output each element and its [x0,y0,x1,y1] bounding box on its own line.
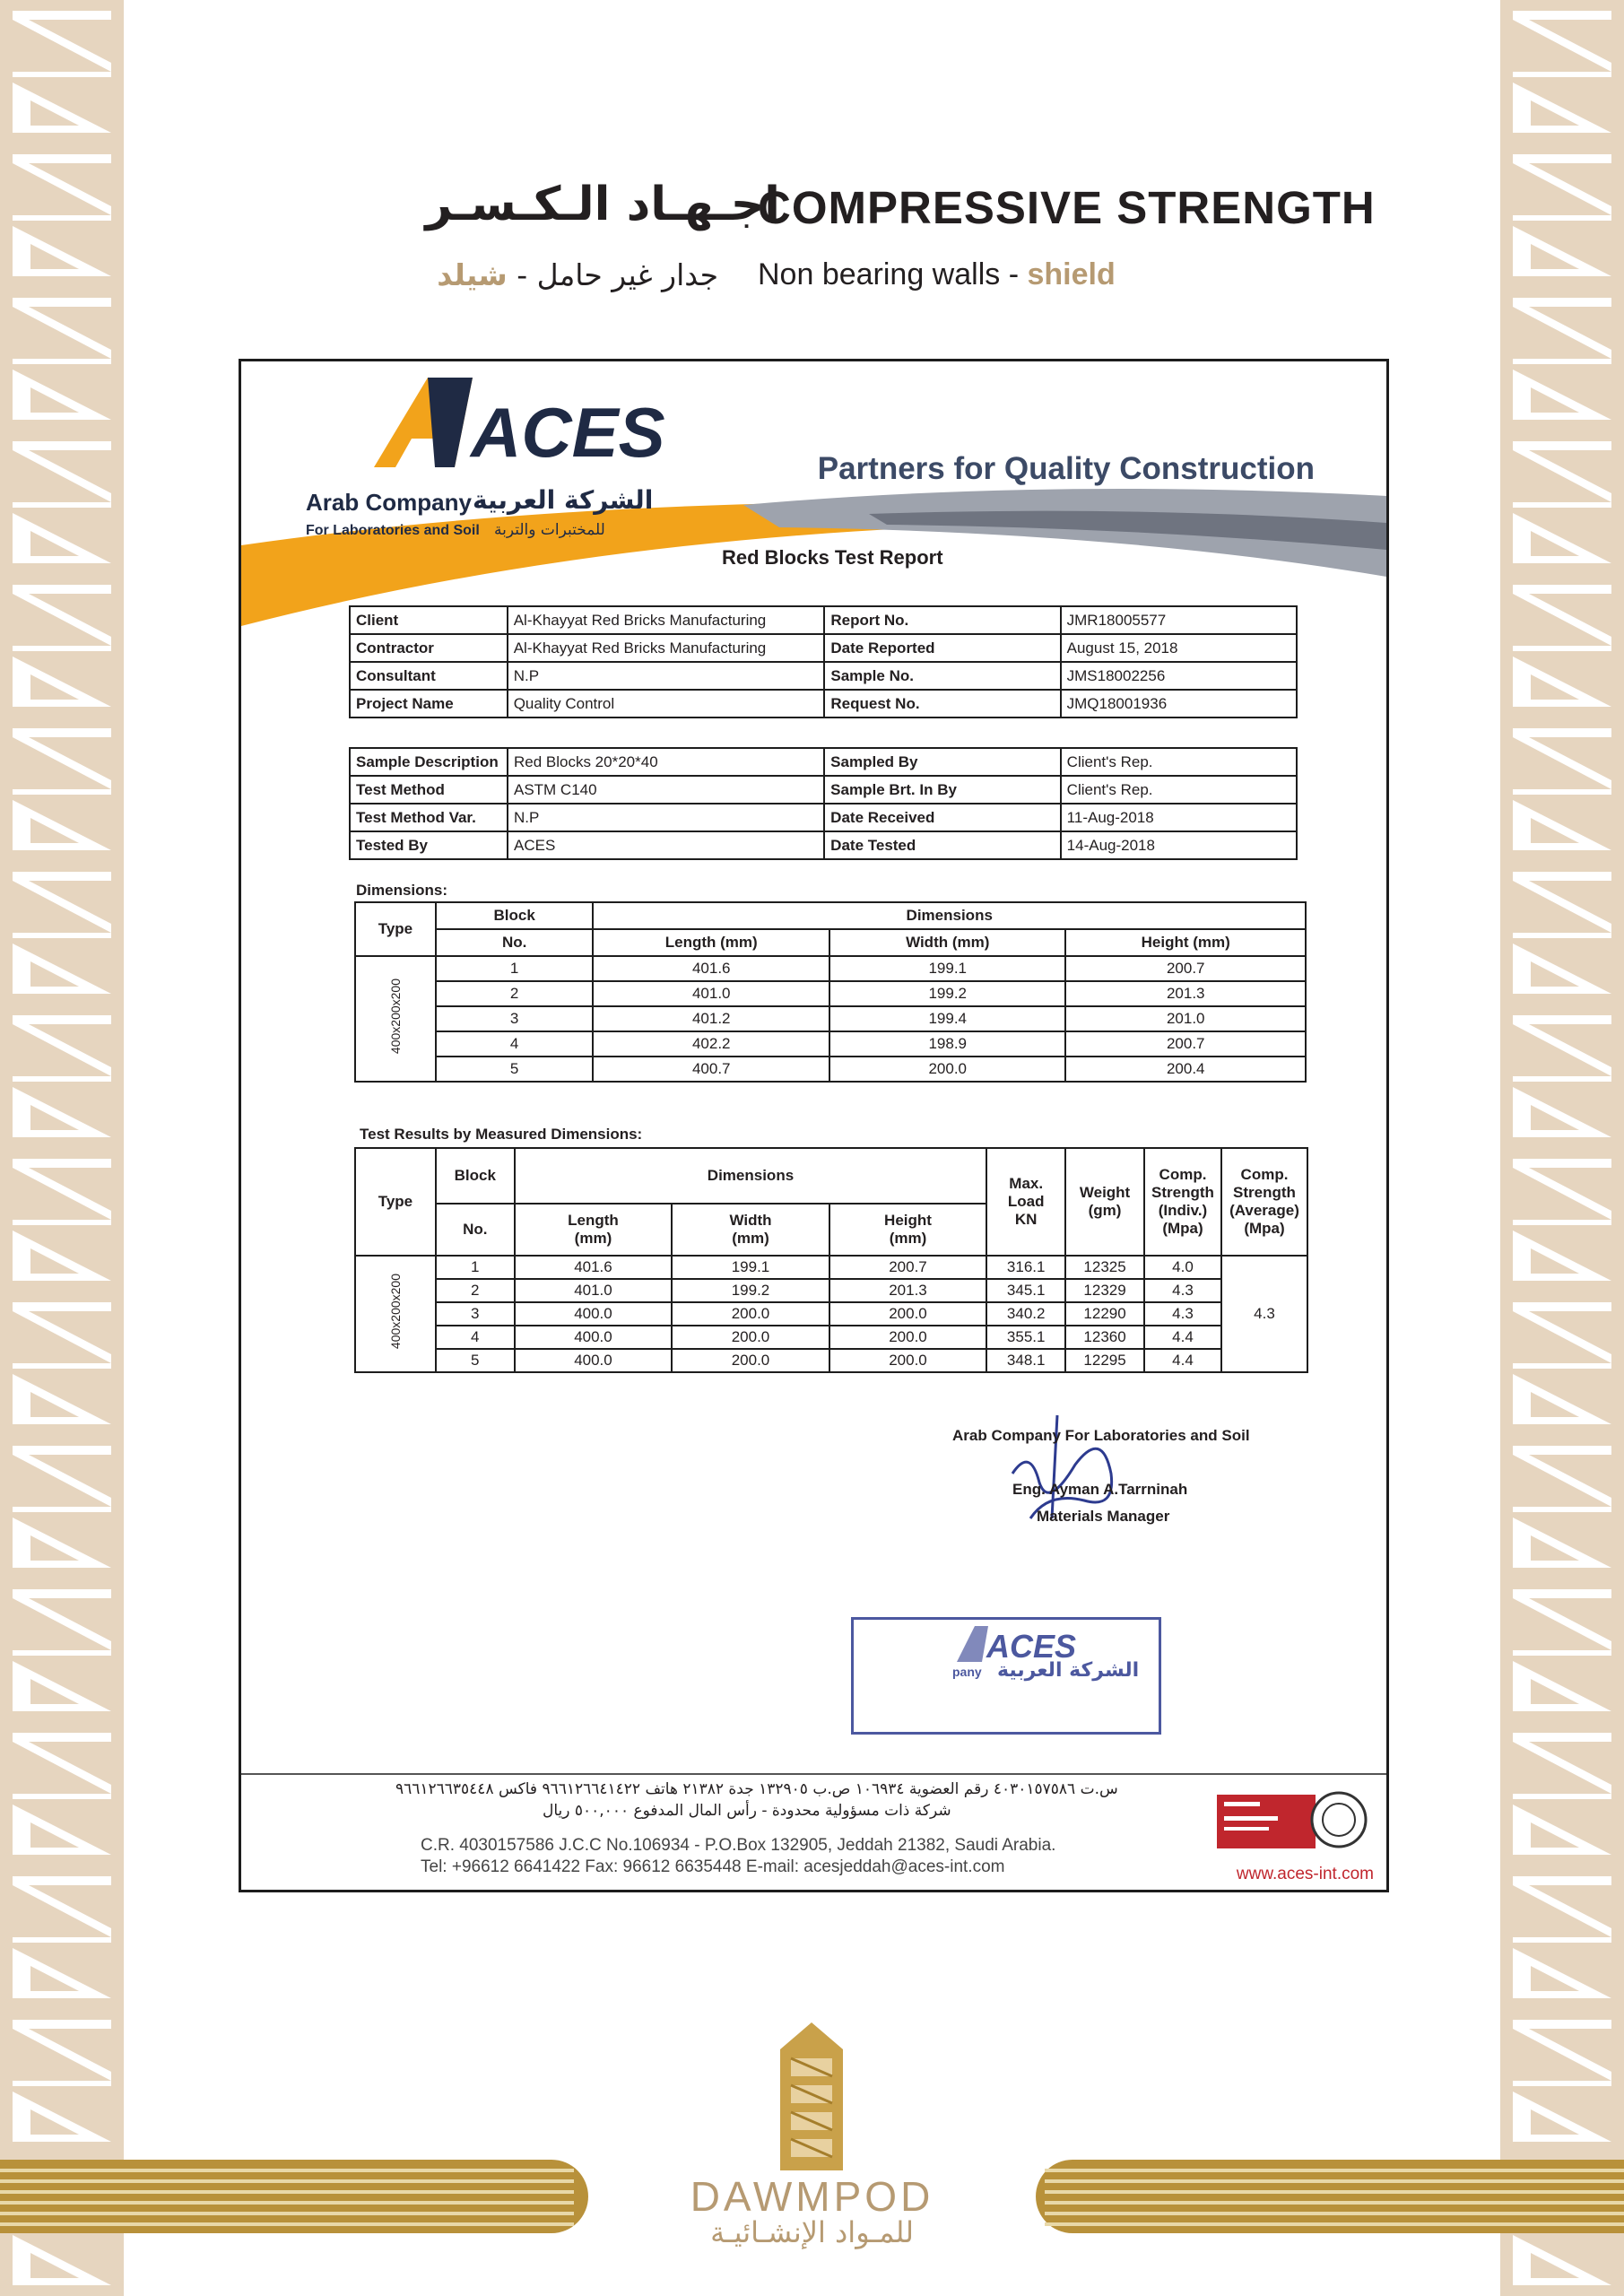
info-value: N.P [508,662,825,690]
info-label: Date Received [824,804,1061,831]
type-cell [355,1256,436,1372]
col-max-load [986,1148,1065,1256]
col-width [672,1204,829,1256]
left-decorative-border [0,0,124,2296]
cell: 201.0 [1065,1006,1306,1031]
certification-badge-icon [1217,1789,1369,1852]
col-length [515,1204,673,1256]
info-label: Sampled By [824,748,1061,776]
info-label: Test Method [350,776,508,804]
cell: 12360 [1065,1326,1144,1349]
report-title: Red Blocks Test Report [722,546,943,569]
col-type: Type [355,1148,436,1256]
type-value: 400x200x200 [387,1274,403,1350]
subtitle-english [758,257,1116,292]
table-row [350,634,1297,662]
cell: 199.1 [672,1256,829,1279]
cell: 401.0 [515,1279,673,1302]
col-dimensions: Dimensions [515,1148,987,1204]
brand-name-ar: للمـواد الإنشـائيـة [710,2215,914,2249]
subtitle-english-accent: shield [1027,257,1116,291]
footer-divider [241,1773,1386,1775]
info-value: Client's Rep. [1061,748,1297,776]
dimensions-label: Dimensions: [356,882,448,899]
col-comp-indiv [1144,1148,1221,1256]
cell: 200.7 [829,1256,987,1279]
max-load-line-2: Load [1007,1193,1045,1210]
table-row [350,776,1297,804]
col-height: Height (mm) [1065,929,1306,956]
max-load-line-3: KN [1014,1211,1038,1228]
cell: 200.0 [672,1326,829,1349]
subtitle-arabic-main: جدار غير حامل - [507,257,718,292]
info-value: JMR18005577 [1061,606,1297,634]
col-comp-avg [1221,1148,1307,1256]
cell: 201.3 [829,1279,987,1302]
col-no: No. [436,1204,515,1256]
info-label: Tested By [350,831,508,859]
page-header [386,178,1381,240]
dimensions-table [354,901,1307,1083]
info-value: Client's Rep. [1061,776,1297,804]
cell: 3 [436,1006,594,1031]
cell: 401.6 [593,956,829,981]
table-row [355,981,1306,1006]
type-cell [355,956,436,1082]
info-value: ACES [508,831,824,859]
average-strength: 4.3 [1221,1256,1307,1372]
table-row [355,1006,1306,1031]
table-row [350,804,1297,831]
info-label: Date Reported [824,634,1060,662]
company-name-en: Arab Company [306,489,472,516]
company-name-ar: الشركة العربية [473,485,654,515]
footer-english-line-1: C.R. 4030157586 J.C.C No.106934 - P.O.Box 132905, Jeddah 21382, Saudi Arabia. [421,1836,1056,1855]
cell: 199.2 [672,1279,829,1302]
dawm-building-logo-icon [708,2022,915,2170]
cell: 2 [436,1279,515,1302]
footer-url: www.aces-int.com [1236,1865,1374,1883]
brand-name-en: DAWMPOD [690,2173,934,2220]
sign-name: Eng. Ayman A.Tarrninah [1012,1481,1188,1498]
cell: 12290 [1065,1302,1144,1326]
company-stamp [851,1617,1161,1735]
col-dimensions: Dimensions [593,902,1306,929]
company-sub-en: For Laboratories and Soil [306,523,480,538]
table-row [350,606,1297,634]
stamp-text-ar: الشركة العربية [997,1659,1140,1682]
cell: 345.1 [986,1279,1065,1302]
max-load-line-1: Max. [1009,1175,1044,1192]
cell: 200.0 [829,1349,987,1372]
cell: 402.2 [593,1031,829,1057]
comp-avg-line-4: (Mpa) [1244,1220,1285,1237]
table-row [355,1326,1307,1349]
cell: 4.3 [1144,1302,1221,1326]
title-english: COMPRESSIVE STRENGTH [758,182,1376,233]
sign-role: Materials Manager [1037,1508,1170,1525]
table-row [350,748,1297,776]
info-table-2 [349,747,1298,860]
cell: 12325 [1065,1256,1144,1279]
info-label: Project Name [350,690,508,718]
cell: 200.0 [829,1326,987,1349]
info-label: Sample Description [350,748,508,776]
type-value: 400x200x200 [387,978,403,1055]
comp-indiv-line-1: Comp. [1159,1166,1207,1183]
weight-line-2: (gm) [1088,1202,1122,1219]
info-label: Contractor [350,634,508,662]
info-value: August 15, 2018 [1061,634,1297,662]
subtitle-english-main: Non bearing walls - [758,257,1028,291]
cell: 4.4 [1144,1349,1221,1372]
cell: 348.1 [986,1349,1065,1372]
cell: 1 [436,956,594,981]
col-width: Width (mm) [829,929,1065,956]
col-block: Block [436,902,594,929]
cell: 200.7 [1065,1031,1306,1057]
col-height [829,1204,987,1256]
cell: 316.1 [986,1256,1065,1279]
info-label: Report No. [824,606,1060,634]
info-value: JMQ18001936 [1061,690,1297,718]
table-row [355,1031,1306,1057]
table-row [355,1349,1307,1372]
info-label: Request No. [824,690,1060,718]
footer-arabic-line-1: س.ت ٤٠٣٠١٥٧٥٨٦ رقم العضوية ١٠٦٩٣٤ ص.ب ١٣٢٩٠٥ جدة ٢١٣٨٢ هاتف ٩٦٦١٢٦٦٤١٤٢٢ فاكس ٩٦٦١٢٦٦٣٥٤٤٨ [395,1780,1118,1798]
height-line-2: (mm) [889,1230,927,1247]
cell: 4 [436,1031,594,1057]
cell: 3 [436,1302,515,1326]
sign-company: Arab Company For Laboratories and Soil [952,1427,1250,1444]
table-row [355,956,1306,981]
weight-line-1: Weight [1079,1184,1131,1201]
cell: 200.4 [1065,1057,1306,1082]
stamp-text-en: pany [952,1665,982,1679]
title-arabic: اجـهـاد الـكـسـر [425,178,780,231]
cell: 4.3 [1144,1279,1221,1302]
cell: 5 [436,1057,594,1082]
cell: 5 [436,1349,515,1372]
cell: 400.0 [515,1349,673,1372]
col-type: Type [355,902,436,956]
table-row [350,690,1297,718]
height-line-1: Height [884,1212,932,1229]
cell: 1 [436,1256,515,1279]
footer-arabic-line-2: شركة ذات مسؤولية محدودة - رأس المال المدفوع ٥٠٠,٠٠٠ ريال [543,1802,951,1820]
stamp-logo-text: ACES [986,1628,1077,1665]
subtitle-arabic [437,257,718,292]
subtitle-arabic-accent: شيلد [437,257,508,292]
footer-english-line-2: Tel: +96612 6641422 Fax: 96612 6635448 E-mail: acesjeddah@aces-int.com [421,1857,1005,1876]
test-report-document [239,359,1389,1892]
table-row [350,831,1297,859]
cell: 400.0 [515,1326,673,1349]
cell: 200.7 [1065,956,1306,981]
col-no: No. [436,929,594,956]
comp-indiv-line-4: (Mpa) [1162,1220,1203,1237]
cell: 2 [436,981,594,1006]
info-label: Sample No. [824,662,1060,690]
col-weight [1065,1148,1144,1256]
cell: 400.0 [515,1302,673,1326]
info-value: N.P [508,804,824,831]
info-value: Al-Khayyat Red Bricks Manufacturing [508,606,825,634]
info-value: JMS18002256 [1061,662,1297,690]
cell: 400.7 [593,1057,829,1082]
tagline: Partners for Quality Construction [817,451,1315,486]
cell: 4.0 [1144,1256,1221,1279]
info-value: 14-Aug-2018 [1061,831,1297,859]
info-label: Client [350,606,508,634]
width-line-1: Width [729,1212,772,1229]
aces-logo-icon [365,369,665,476]
length-line-2: (mm) [574,1230,612,1247]
comp-avg-line-2: Strength [1233,1184,1296,1201]
info-label: Sample Brt. In By [824,776,1061,804]
info-value: ASTM C140 [508,776,824,804]
info-value: Al-Khayyat Red Bricks Manufacturing [508,634,825,662]
comp-avg-line-3: (Average) [1229,1202,1299,1219]
cell: 201.3 [1065,981,1306,1006]
cell: 199.1 [829,956,1065,981]
col-length: Length (mm) [593,929,829,956]
cell: 355.1 [986,1326,1065,1349]
cell: 4 [436,1326,515,1349]
info-value: 11-Aug-2018 [1061,804,1297,831]
comp-indiv-line-2: Strength [1151,1184,1214,1201]
company-sub-ar: للمختبرات والتربة [494,521,605,539]
info-label: Test Method Var. [350,804,508,831]
cell: 200.0 [672,1349,829,1372]
cell: 200.0 [829,1302,987,1326]
info-label: Date Tested [824,831,1061,859]
width-line-2: (mm) [732,1230,769,1247]
table-row [355,1256,1307,1279]
cell: 200.0 [672,1302,829,1326]
info-label: Consultant [350,662,508,690]
info-value: Quality Control [508,690,825,718]
cell: 200.0 [829,1057,1065,1082]
aces-logo-text: ACES [471,393,665,472]
results-table [354,1147,1308,1373]
cell: 401.2 [593,1006,829,1031]
cell: 401.0 [593,981,829,1006]
info-table-1 [349,605,1298,718]
cell: 4.4 [1144,1326,1221,1349]
table-row [350,662,1297,690]
col-block: Block [436,1148,515,1204]
comp-avg-line-1: Comp. [1240,1166,1289,1183]
cell: 199.2 [829,981,1065,1006]
table-row [355,1302,1307,1326]
cell: 340.2 [986,1302,1065,1326]
cell: 401.6 [515,1256,673,1279]
info-value: Red Blocks 20*20*40 [508,748,824,776]
cell: 199.4 [829,1006,1065,1031]
table-row [355,1279,1307,1302]
cell: 12329 [1065,1279,1144,1302]
results-label: Test Results by Measured Dimensions: [360,1126,643,1143]
comp-indiv-line-3: (Indiv.) [1158,1202,1208,1219]
right-decorative-border [1500,0,1624,2296]
cell: 12295 [1065,1349,1144,1372]
table-row [355,1057,1306,1082]
cell: 198.9 [829,1031,1065,1057]
length-line-1: Length [568,1212,619,1229]
